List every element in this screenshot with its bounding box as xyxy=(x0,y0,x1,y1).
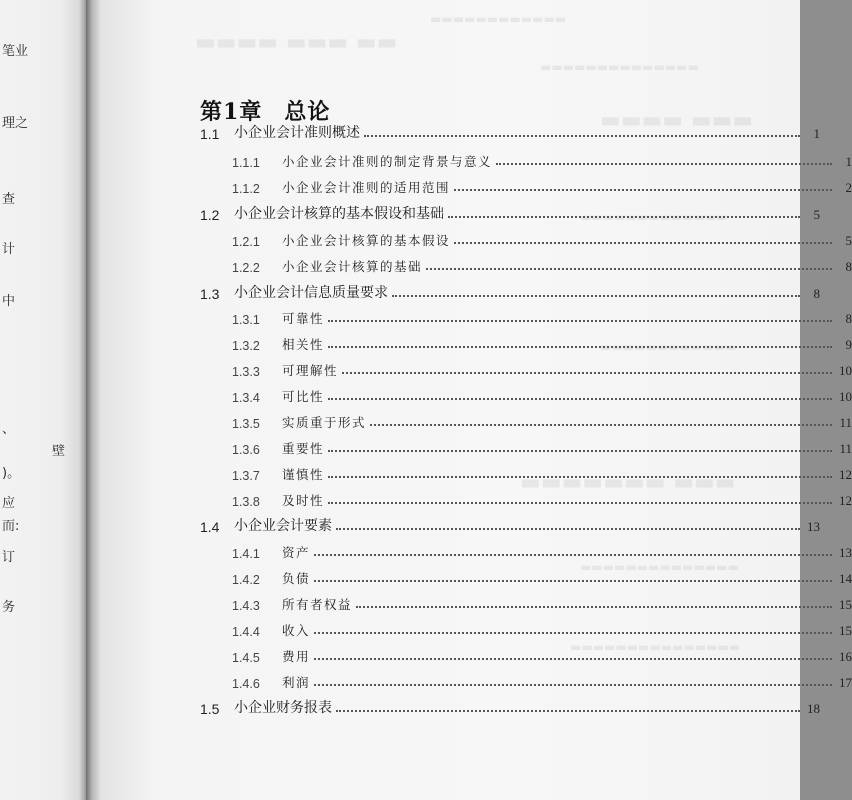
bleed-through: ▬▬▬▬▬▬▬▬▬▬▬▬▬▬ xyxy=(580,560,739,574)
toc-dot-leader xyxy=(336,528,800,530)
toc-subsection-entry xyxy=(100,411,852,431)
toc-subsection-entry xyxy=(100,463,852,483)
toc-subsection-entry xyxy=(100,333,852,353)
toc-entry-title: 所有者权益 xyxy=(282,597,353,612)
toc-subsection-entry xyxy=(100,619,852,639)
toc-section-entry xyxy=(100,203,820,223)
toc-entry-number: 1.3.3 xyxy=(232,365,260,379)
toc-entry-number: 1.5 xyxy=(200,701,220,717)
toc-page-number: 15 xyxy=(839,597,852,612)
left-page xyxy=(0,0,86,800)
toc-dot-leader xyxy=(448,216,800,218)
toc-page-number: 10 xyxy=(839,389,852,404)
left-page-text: 、 xyxy=(2,422,16,437)
toc-entry-title: 资产 xyxy=(282,545,311,560)
toc-dot-leader xyxy=(328,450,832,452)
toc-entry-title: 小企业会计准则概述 xyxy=(234,125,360,141)
toc-dot-leader xyxy=(314,658,832,660)
toc-entry-number: 1.3.7 xyxy=(232,469,260,483)
toc-entry-title: 小企业会计核算的基本假设和基础 xyxy=(234,206,444,222)
toc-entry-number: 1.3.8 xyxy=(232,495,260,509)
toc-entry-title: 可理解性 xyxy=(282,363,339,378)
toc-entry-title: 重要性 xyxy=(282,441,325,456)
toc-dot-leader xyxy=(392,295,800,297)
toc-entry-title: 利润 xyxy=(282,675,311,690)
left-page-text: )。 xyxy=(2,466,21,481)
toc-entry-title: 小企业会计核算的基本假设 xyxy=(282,233,451,248)
toc-page-number: 8 xyxy=(845,311,852,326)
toc-page-number: 16 xyxy=(839,649,852,664)
toc-page-number: 5 xyxy=(845,233,852,248)
left-page-text: 中 xyxy=(2,294,16,309)
bleed-through: ▬▬▬▬▬▬▬▬▬▬▬▬▬▬▬ xyxy=(570,640,741,654)
left-page-text: 应 xyxy=(2,496,16,511)
left-page-text: 计 xyxy=(2,242,16,257)
toc-entry-number: 1.1 xyxy=(200,126,220,142)
toc-dot-leader xyxy=(314,684,832,686)
toc-page-number: 13 xyxy=(807,519,820,534)
bleed-through: ▬▬▬▬▬▬▬▬▬▬▬▬ xyxy=(600,340,737,354)
toc-page-number: 8 xyxy=(813,286,820,301)
toc-entry-title: 小企业会计核算的基础 xyxy=(282,259,423,274)
toc-subsection-entry xyxy=(100,307,852,327)
toc-page-number: 12 xyxy=(839,493,852,508)
toc-entry-title: 谨慎性 xyxy=(282,467,325,482)
left-page-text: 壁 xyxy=(52,444,66,459)
toc-dot-leader xyxy=(314,632,832,634)
toc-page-number: 10 xyxy=(839,363,852,378)
toc-entry-title: 可比性 xyxy=(282,389,325,404)
toc-subsection-entry xyxy=(100,255,852,275)
bleed-through: ▬▬▬ ▬▬▬▬ xyxy=(600,108,754,133)
toc-entry-title: 费用 xyxy=(282,649,311,664)
toc-entry-title: 小企业财务报表 xyxy=(234,700,332,716)
toc-subsection-entry xyxy=(100,437,852,457)
toc-dot-leader xyxy=(328,398,832,400)
toc-entry-number: 1.4.3 xyxy=(232,599,260,613)
toc-page-number: 9 xyxy=(845,337,852,352)
toc-page-number: 11 xyxy=(839,441,852,456)
toc-page-number: 2 xyxy=(845,180,852,195)
toc-dot-leader xyxy=(328,320,832,322)
toc-subsection-entry xyxy=(100,385,852,405)
chapter-number: 第1章 xyxy=(200,99,263,125)
left-page-text: 查 xyxy=(2,192,16,207)
toc-entry-title: 及时性 xyxy=(282,493,325,508)
toc-entry-number: 1.3.2 xyxy=(232,339,260,353)
toc-dot-leader xyxy=(496,163,832,165)
toc-dot-leader xyxy=(336,710,800,712)
toc-page-number: 8 xyxy=(845,259,852,274)
toc-entry-title: 小企业会计准则的适用范围 xyxy=(282,180,451,195)
toc-entry-number: 1.2.1 xyxy=(232,235,260,249)
toc-entry-number: 1.3.5 xyxy=(232,417,260,431)
toc-entry-title: 小企业会计信息质量要求 xyxy=(234,285,388,301)
toc-subsection-entry xyxy=(100,541,852,561)
toc-entry-title: 收入 xyxy=(282,623,311,638)
toc-section-entry xyxy=(100,282,820,302)
toc-entry-number: 1.3.4 xyxy=(232,391,260,405)
toc-entry-title: 实质重于形式 xyxy=(282,415,367,430)
toc-subsection-entry xyxy=(100,645,852,665)
toc-page-number: 12 xyxy=(839,467,852,482)
left-page-text: 订 xyxy=(2,550,16,565)
toc-subsection-entry xyxy=(100,567,852,587)
toc-subsection-entry xyxy=(100,671,852,691)
toc-dot-leader xyxy=(342,372,832,374)
toc-section-entry xyxy=(100,122,820,142)
left-page-text: 理之 xyxy=(2,116,29,131)
toc-entry-number: 1.4.5 xyxy=(232,651,260,665)
toc-subsection-entry xyxy=(100,593,852,613)
toc-entry-number: 1.1.2 xyxy=(232,182,260,196)
left-page-text: 务 xyxy=(2,600,16,615)
toc-page-number: 13 xyxy=(839,545,852,560)
toc-dot-leader xyxy=(454,189,832,191)
toc-dot-leader xyxy=(370,424,832,426)
toc-dot-leader xyxy=(364,135,800,137)
toc-entry-number: 1.4.2 xyxy=(232,573,260,587)
bleed-through: ▬▬▬▬▬▬▬▬▬▬▬▬ xyxy=(430,12,567,26)
toc-dot-leader xyxy=(328,346,832,348)
toc-page-number: 11 xyxy=(839,415,852,430)
toc-entry-title: 负债 xyxy=(282,571,311,586)
toc-entry-number: 1.3.6 xyxy=(232,443,260,457)
left-page-text: 而: xyxy=(2,519,20,534)
toc-entry-number: 1.4 xyxy=(200,519,220,535)
toc-subsection-entry xyxy=(100,489,852,509)
toc-entry-number: 1.2.2 xyxy=(232,261,260,275)
toc-dot-leader xyxy=(328,476,832,478)
toc-page-number: 14 xyxy=(839,571,852,586)
toc-section-entry xyxy=(100,697,820,717)
toc-entry-title: 小企业会计准则的制定背景与意义 xyxy=(282,154,493,169)
toc-page-number: 1 xyxy=(845,154,852,169)
toc-dot-leader xyxy=(314,554,832,556)
toc-subsection-entry xyxy=(100,359,852,379)
left-page-text: 笔业 xyxy=(2,44,29,59)
toc-subsection-entry xyxy=(100,176,852,196)
bleed-through: ▬▬▬▬▬▬▬▬▬▬▬▬▬▬ xyxy=(540,60,699,74)
toc-page-number: 1 xyxy=(813,126,820,141)
toc-entry-number: 1.2 xyxy=(200,207,220,223)
chapter-title: 总论 xyxy=(284,99,331,125)
toc-entry-number: 1.4.4 xyxy=(232,625,260,639)
toc-page-number: 5 xyxy=(813,207,820,222)
toc-entry-title: 可靠性 xyxy=(282,311,325,326)
toc-subsection-entry xyxy=(100,150,852,170)
book-spine xyxy=(86,0,100,800)
toc-entry-title: 小企业会计要素 xyxy=(234,518,332,534)
toc-entry-title: 相关性 xyxy=(282,337,325,352)
toc-dot-leader xyxy=(314,580,832,582)
toc-page-number: 18 xyxy=(807,701,820,716)
toc-entry-number: 1.1.1 xyxy=(232,156,260,170)
bleed-through: ▬▬ ▬▬▬ ▬▬▬▬ xyxy=(195,30,398,55)
bleed-through: ▬▬▬▬▬▬▬▬▬▬▬▬▬ xyxy=(580,210,728,224)
bleed-through: ▬▬▬ ▬▬▬▬▬▬▬ xyxy=(520,470,736,495)
toc-dot-leader xyxy=(328,502,832,504)
toc-page-number: 17 xyxy=(839,675,852,690)
toc-entry-number: 1.4.1 xyxy=(232,547,260,561)
toc-section-entry xyxy=(100,515,820,535)
toc-entry-number: 1.4.6 xyxy=(232,677,260,691)
toc-entry-number: 1.3 xyxy=(200,286,220,302)
toc-dot-leader xyxy=(356,606,832,608)
toc-subsection-entry xyxy=(100,229,852,249)
toc-dot-leader xyxy=(426,268,832,270)
right-page xyxy=(100,0,852,800)
toc-page-number: 15 xyxy=(839,623,852,638)
toc-entry-number: 1.3.1 xyxy=(232,313,260,327)
toc-dot-leader xyxy=(454,242,832,244)
